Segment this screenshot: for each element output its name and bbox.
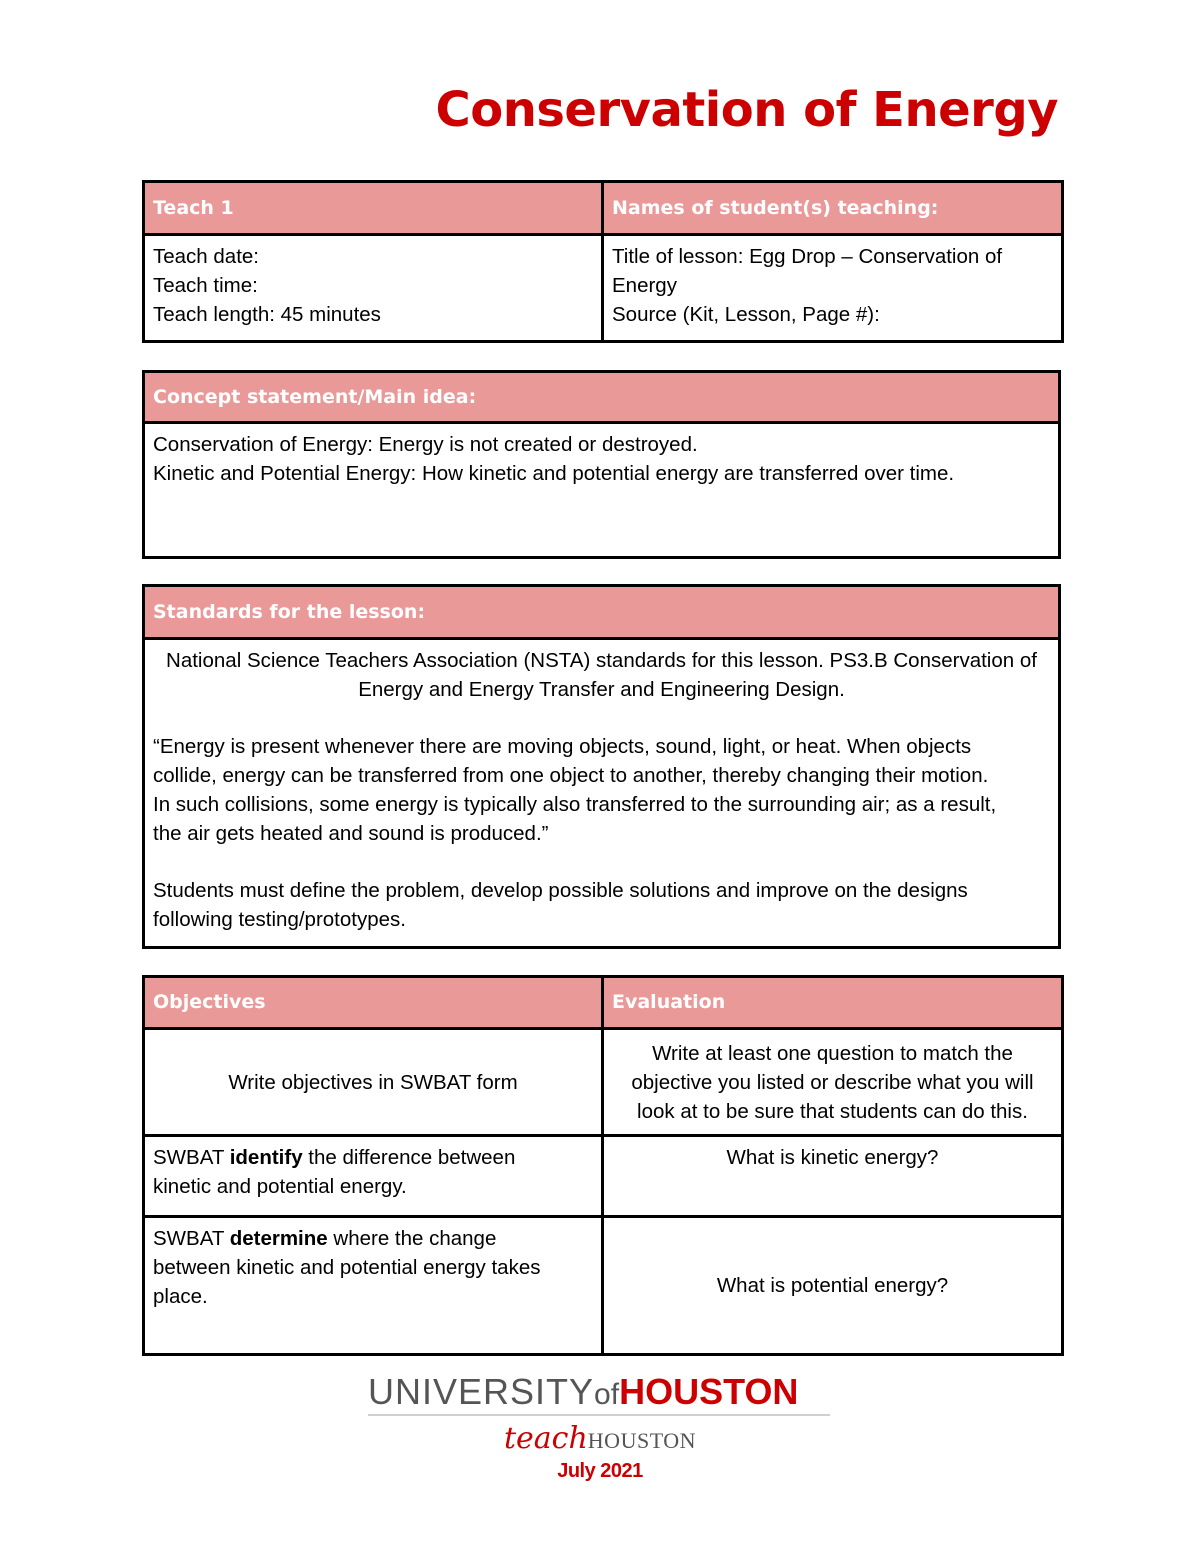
university-of-houston-logo <box>368 1372 830 1412</box>
concept-statement-table <box>142 370 1061 559</box>
footer-date: July 2021 <box>557 1460 643 1482</box>
objective-2-line-1: SWBAT determine where the change <box>153 1227 497 1250</box>
teach-date: Teach date: <box>153 245 259 268</box>
lesson-source: Source (Kit, Lesson, Page #): <box>612 303 880 326</box>
teach-schedule-cell <box>144 235 603 342</box>
logo-teach: teach <box>503 1421 588 1456</box>
evaluation-1-cell <box>603 1136 1063 1217</box>
lesson-title-line-1: Title of lesson: Egg Drop – Conservation of <box>612 245 1003 268</box>
concept-line-2: Kinetic and Potential Energy: How kinetic and potential energy are transferred over time. <box>153 462 955 485</box>
evaluation-2: What is potential energy? <box>716 1274 949 1297</box>
objectives-evaluation-table <box>142 975 1064 1356</box>
teach-length: Teach length: 45 minutes <box>153 303 381 326</box>
evaluation-header: Evaluation <box>603 977 1063 1029</box>
concept-line-1: Conservation of Energy: Energy is not created or destroyed. <box>153 433 698 456</box>
objective-2-line-3: place. <box>153 1285 208 1308</box>
evaluation-2-cell <box>603 1217 1063 1355</box>
evaluation-intro-line-2: objective you listed or describe what you will <box>631 1070 1034 1094</box>
objective-2-verb: determine <box>229 1227 328 1250</box>
quote-line-2: collide, energy can be transferred from one object to another, thereby changing their motion. <box>153 764 989 787</box>
objective-1-line-1: SWBAT identify the difference between <box>153 1146 516 1169</box>
objective-2-cell <box>144 1217 603 1355</box>
concept-statement-header: Concept statement/Main idea: <box>144 372 1060 423</box>
evaluation-intro-cell <box>603 1029 1063 1136</box>
students-line-2: following testing/prototypes. <box>153 908 406 931</box>
teach-number-header: Teach 1 <box>144 182 603 235</box>
quote-line-3: In such collisions, some energy is typically also transferred to the surrounding air; as a result, <box>153 793 997 816</box>
concept-statement-cell <box>144 423 1060 558</box>
quote-line-4: the air gets heated and sound is produced.” <box>153 822 549 845</box>
teach-houston-logo <box>0 1422 1200 1461</box>
evaluation-1: What is kinetic energy? <box>726 1146 939 1169</box>
evaluation-intro-line-3: look at to be sure that students can do this. <box>637 1099 1028 1123</box>
standards-cell <box>144 639 1060 948</box>
standards-statement <box>153 646 1050 704</box>
objective-2-line-2: between kinetic and potential energy takes <box>153 1256 541 1279</box>
objectives-intro: Write objectives in SWBAT form <box>228 1070 518 1094</box>
logo-teach-houston: HOUSTON <box>587 1428 697 1453</box>
standards-students <box>153 876 1050 934</box>
footer-divider <box>368 1414 830 1416</box>
students-line-1: Students must define the problem, develop possible solutions and improve on the designs <box>153 879 968 902</box>
lesson-info-table <box>142 180 1064 343</box>
standards-table <box>142 584 1061 949</box>
lesson-title-line-2: Energy <box>612 274 677 297</box>
standards-header: Standards for the lesson: <box>144 586 1060 639</box>
standards-line-1: National Science Teachers Association (NSTA) standards for this lesson. PS3.B Conservation of <box>166 649 1037 672</box>
objective-1-cell <box>144 1136 603 1217</box>
logo-of: of <box>594 1378 620 1411</box>
standards-quote <box>153 732 1050 848</box>
logo-university: UNIVERSITY <box>368 1371 595 1412</box>
standards-line-2: Energy and Energy Transfer and Engineering Design. <box>358 678 845 701</box>
objectives-header: Objectives <box>144 977 603 1029</box>
objective-1-line-2: kinetic and potential energy. <box>153 1175 407 1198</box>
quote-line-1: “Energy is present whenever there are moving objects, sound, light, or heat. When objects <box>153 735 972 758</box>
objective-1-verb: identify <box>229 1146 303 1169</box>
teach-time: Teach time: <box>153 274 258 297</box>
student-names-header: Names of student(s) teaching: <box>603 182 1063 235</box>
lesson-title-cell <box>603 235 1063 342</box>
evaluation-intro-line-1: Write at least one question to match the <box>652 1041 1013 1065</box>
logo-houston: HOUSTON <box>619 1371 799 1412</box>
page-title: Conservation of Energy <box>435 82 1058 138</box>
objectives-intro-cell <box>144 1029 603 1136</box>
